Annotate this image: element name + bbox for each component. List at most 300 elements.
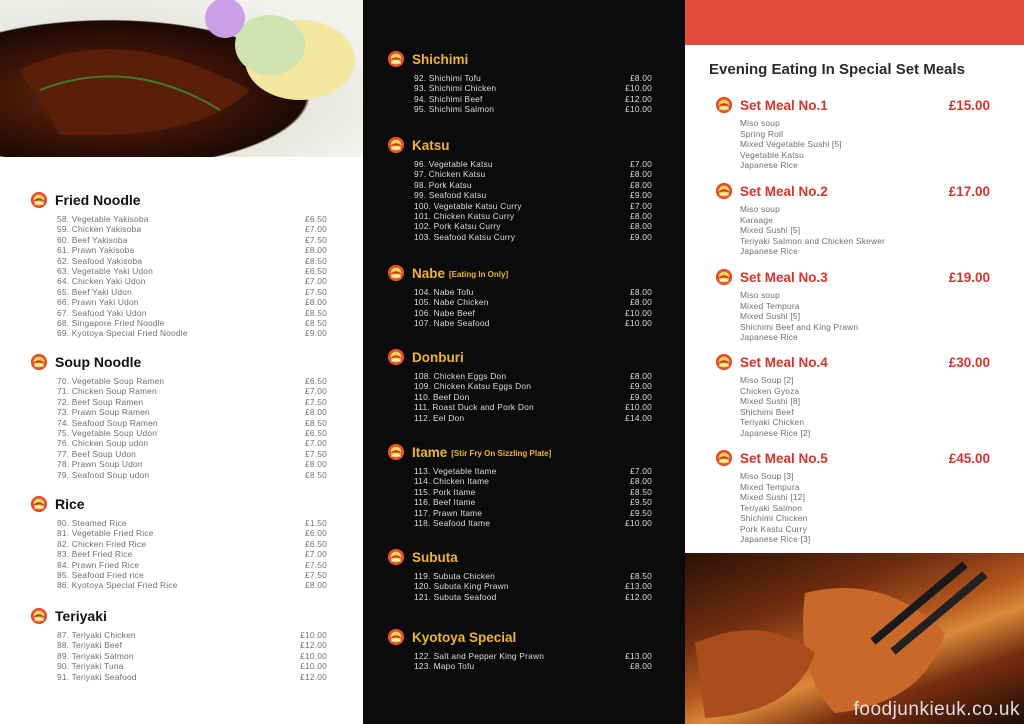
item-price: £8.50 [305,317,327,328]
set-meal-item: Mixed Tempura [740,300,800,311]
set-meal-item: Mixed Sushi [5] [740,225,801,235]
menu-item [57,376,327,386]
menu-item [414,571,652,581]
section-kyotoya-special [387,627,652,672]
menu-item [57,580,327,590]
set-meal-title: Set Meal No.1 [740,97,828,113]
menu-item [57,528,327,538]
set-meal-4 [715,352,990,438]
menu-item [414,232,652,242]
item-price: £8.50 [305,255,327,266]
item-name: 65. Beef Yaki Udon [57,286,132,297]
section-title: Donburi [412,349,464,365]
item-price: £7.50 [305,286,327,297]
kyotoya-logo-icon [30,495,48,513]
item-price: £10.00 [625,517,652,528]
kyotoya-logo-icon [715,182,733,200]
item-name: 104. Nabe Tofu [414,287,474,297]
set-meal-item: Teriyaki Salmon and Chicken Skewer [740,235,886,246]
item-price: £9.00 [305,328,327,339]
menu-item [414,402,652,412]
set-meal-item: Karaage [740,214,774,225]
item-price: £7.00 [630,466,652,476]
item-name: 72. Beef Soup Ramen [57,396,144,407]
item-name: 64. Chicken Yaki Udon [57,276,146,287]
item-price: £8.00 [305,580,327,591]
item-name: 113. Vegetable Itame [414,466,497,476]
section-rice [30,494,327,591]
menu-item [57,428,327,438]
item-price: £10.00 [625,83,652,94]
item-list [387,571,652,602]
set-meal-items [715,375,990,438]
item-price: £8.50 [630,571,652,581]
menu-item [57,297,327,307]
set-meal-item: Vegetable Katsu [740,149,805,160]
set-meal-title: Set Meal No.5 [740,450,828,466]
item-name: 69. Kyotoya Special Fried Noodle [57,328,188,339]
menu-item [57,630,327,640]
kyotoya-logo-icon [387,348,405,366]
set-meal-5 [715,448,990,545]
kyotoya-logo-icon [715,96,733,114]
set-meal-price: £19.00 [948,269,990,285]
menu-item [57,640,327,650]
item-name: 86. Kyotoya Special Fried Rice [57,580,178,591]
item-name: 74. Seafood Soup Ramen [57,417,158,428]
menu-item [414,73,652,83]
item-price: £9.50 [630,507,652,518]
set-meals-panel [685,0,1024,724]
item-name: 82. Chicken Fried Rice [57,538,147,549]
menu-item [57,318,327,328]
item-price: £6.50 [305,265,327,276]
item-list [30,630,327,682]
item-name: 73. Prawn Soup Ramen [57,407,150,418]
item-name: 102. Pork Katsu Curry [414,221,501,232]
menu-item [414,497,652,507]
menu-item [414,308,652,318]
section-header [387,547,652,567]
section-title: Itame [412,444,448,460]
set-meal-item: Japanese Rice [2] [740,427,811,438]
section-header [387,263,652,283]
section-header [30,494,327,514]
grilled-eel-photo [685,553,1024,724]
section-title: Subuta [412,549,458,565]
set-meal-item: Japanese Rice [740,246,799,256]
item-name: 84. Prawn Fried Rice [57,559,140,570]
set-meal-title: Set Meal No.2 [740,183,828,199]
item-list [387,466,652,528]
item-price: £6.50 [305,376,327,386]
set-meals-title: Evening Eating In Special Set Meals [709,61,965,78]
section-subuta [387,547,652,602]
item-name: 63. Vegetable Yaki Udon [57,265,154,276]
kyotoya-logo-icon [30,353,48,371]
kyotoya-logo-icon [30,607,48,625]
item-list [387,73,652,115]
menu-item [57,407,327,417]
section-soup-noodle [30,352,327,480]
item-name: 109. Chicken Katsu Eggs Don [414,381,532,392]
kyotoya-logo-icon [30,191,48,209]
item-name: 75. Vegetable Soup Udon [57,427,158,438]
item-price: £10.00 [625,402,652,413]
menu-item [414,169,652,179]
item-name: 99. Seafood Katsu [414,190,487,201]
item-name: 116. Beef Itame [414,497,476,508]
menu-item [57,449,327,459]
section-title: Nabe [412,265,446,281]
section-nabe [387,263,652,329]
item-name: 120. Subuta King Prawn [414,581,509,592]
section-title: Katsu [412,137,450,153]
set-meal-title: Set Meal No.4 [740,354,828,370]
item-name: 76. Chicken Soup udon [57,438,149,449]
menu-item [414,381,652,391]
item-price: £13.00 [625,581,652,592]
menu-item [414,201,652,211]
menu-item [414,180,652,190]
item-name: 83. Beef Fried Rice [57,549,133,560]
menu-item [414,159,652,169]
item-price: £8.00 [630,297,652,308]
item-name: 77. Beef Soup Udon [57,448,137,459]
set-meal-item: Miso soup [740,118,780,128]
item-price: £8.00 [630,476,652,487]
watermark-text: foodjunkieuk.co.uk [853,699,1020,720]
item-list [387,159,652,242]
item-price: £14.00 [625,412,652,423]
item-price: £8.00 [305,407,327,418]
menu-item [57,245,327,255]
section-title: Shichimi [412,51,469,67]
item-name: 79. Seafood Soup udon [57,469,150,480]
item-price: £8.50 [630,486,652,497]
item-price: £8.00 [630,371,652,381]
menu-item [414,83,652,93]
menu-item [57,256,327,266]
set-meal-item: Mixed Sushi [12] [740,492,806,502]
item-name: 105. Nabe Chicken [414,297,489,308]
item-list [30,376,327,480]
section-fried-noodle [30,190,327,339]
section-katsu [387,135,652,242]
set-meal-price: £45.00 [948,450,990,466]
item-name: 78. Prawn Soup Udon [57,459,143,470]
item-price: £8.50 [305,469,327,480]
set-meal-3 [715,267,990,343]
item-name: 93. Shichimi Chicken [414,83,497,94]
item-name: 88. Teriyaki Beef [57,640,123,651]
menu-item [57,651,327,661]
item-name: 119. Subuta Chicken [414,571,495,581]
set-meal-item: Miso Soup [3] [740,471,794,481]
item-price: £8.00 [630,169,652,180]
set-meal-item: Mixed Sushi [5] [740,311,801,321]
item-price: £10.00 [625,318,652,329]
item-name: 108. Chicken Eggs Don [414,371,507,381]
set-meal-header [715,181,990,201]
item-name: 100. Vegetable Katsu Curry [414,200,522,211]
item-price: £9.00 [630,391,652,402]
section-header [30,190,327,210]
item-list [30,518,327,591]
item-price: £10.00 [625,307,652,318]
section-header [387,49,652,69]
item-name: 107. Nabe Seafood [414,318,490,329]
item-price: £7.50 [305,559,327,570]
section-header [30,352,327,372]
section-header [387,627,652,647]
kyotoya-logo-icon [387,443,405,461]
set-meal-1 [715,95,990,171]
set-meal-header [715,95,990,115]
item-name: 81. Vegetable Fried Rice [57,528,154,539]
item-price: £8.00 [630,221,652,232]
menu-item [414,581,652,591]
item-price: £7.00 [305,276,327,287]
item-list [30,214,327,339]
set-meal-price: £17.00 [948,183,990,199]
menu-item [414,211,652,221]
set-meal-item: Japanese Rice [740,160,799,170]
item-name: 70. Vegetable Soup Ramen [57,376,165,386]
menu-item [57,459,327,469]
menu-item [57,438,327,448]
middle-menu-panel [363,0,685,724]
menu-item [414,413,652,423]
menu-item [414,287,652,297]
item-price: £8.00 [305,297,327,308]
menu-item [57,276,327,286]
set-meal-item: Teriyaki Chicken [740,417,805,427]
section-header [387,442,652,462]
item-price: £7.00 [630,200,652,211]
set-meal-item: Pork Kastu Curry [740,523,807,534]
item-price: £8.50 [305,417,327,428]
item-name: 71. Chicken Soup Ramen [57,386,157,397]
kyotoya-logo-icon [387,50,405,68]
item-price: £12.00 [300,671,327,682]
menu-item [414,297,652,307]
item-name: 66. Prawn Yaki Udon [57,297,139,308]
menu-item [414,651,652,661]
item-price: £10.00 [300,650,327,661]
menu-item [414,592,652,602]
menu-item [57,235,327,245]
menu-item [414,104,652,114]
set-meal-price: £15.00 [948,97,990,113]
section-header [387,135,652,155]
menu-item [57,308,327,318]
set-meal-2 [715,181,990,257]
item-name: 61. Prawn Yakisoba [57,245,135,256]
item-price: £8.00 [630,179,652,190]
item-price: £12.00 [625,93,652,104]
menu-item [57,661,327,671]
item-price: £9.00 [630,381,652,392]
menu-item [414,508,652,518]
set-meal-item: Chicken Gyoza [740,385,800,396]
item-name: 89. Teriyaki Salmon [57,650,134,661]
menu-item [414,392,652,402]
item-name: 101. Chicken Katsu Curry [414,210,515,221]
item-name: 97. Chicken Katsu [414,169,486,180]
set-meal-title: Set Meal No.3 [740,269,828,285]
item-price: £10.00 [625,104,652,115]
set-meal-item: Miso soup [740,290,780,300]
item-price: £9.50 [630,497,652,508]
menu-item [57,418,327,428]
kyotoya-logo-icon [387,264,405,282]
item-price: £7.50 [305,569,327,580]
menu-item [57,539,327,549]
set-meal-item: Mixed Vegetable Sushi [5] [740,139,842,149]
item-list [387,287,652,329]
set-meal-item: Shichimi Beef and King Prawn [740,321,859,332]
item-price: £1.50 [305,518,327,528]
item-name: 95. Shichimi Salmon [414,104,495,115]
item-name: 91. Teriyaki Seafood [57,671,137,682]
menu-item [57,266,327,276]
menu-item [57,397,327,407]
item-name: 80. Steamed Rice [57,518,127,528]
menu-item [57,224,327,234]
section-note: [Stir Fry On Sizzling Plate] [451,449,552,458]
set-meal-items [715,471,990,545]
item-price: £8.00 [630,287,652,297]
menu-item [414,487,652,497]
set-meal-price: £30.00 [948,354,990,370]
item-name: 68. Singapore Fried Noodle [57,317,165,328]
section-donburi [387,347,652,423]
item-price: £8.00 [630,73,652,83]
red-header-band [685,0,1024,45]
menu-item [57,560,327,570]
section-note: [Eating In Only] [449,270,509,279]
item-list [387,651,652,672]
item-name: 118. Seafood Itame [414,517,491,528]
item-name: 114. Chicken Itame [414,476,490,487]
set-meal-item: Miso soup [740,204,780,214]
menu-item [414,518,652,528]
item-name: 87. Teriyaki Chicken [57,630,136,640]
item-list [387,371,652,423]
menu-item [57,518,327,528]
menu-item [414,371,652,381]
item-price: £13.00 [625,651,652,661]
item-price: £10.00 [300,630,327,640]
kyotoya-logo-icon [387,136,405,154]
set-meal-item: Japanese Rice [740,332,799,342]
item-price: £8.00 [305,245,327,256]
item-price: £6.50 [305,538,327,549]
menu-item [57,470,327,480]
menu-item [57,386,327,396]
item-price: £10.00 [300,661,327,672]
set-meal-header [715,352,990,372]
item-price: £7.50 [305,234,327,245]
set-meal-item: Japanese Rice [3] [740,534,811,544]
menu-item [57,549,327,559]
menu-item [414,94,652,104]
item-price: £7.00 [305,549,327,560]
item-name: 123. Mapo Tofu [414,661,475,672]
teriyaki-salmon-photo [0,0,363,157]
item-name: 98. Pork Katsu [414,179,472,190]
item-name: 60. Beef Yakisoba [57,234,128,245]
item-name: 58. Vegetable Yakisoba [57,214,149,224]
set-meal-item: Mixed Sushi [8] [740,396,801,406]
kyotoya-logo-icon [387,628,405,646]
menu-item [57,328,327,338]
item-price: £8.50 [305,307,327,318]
kyotoya-logo-icon [715,449,733,467]
section-shichimi [387,49,652,115]
menu-item [57,214,327,224]
menu-item [57,287,327,297]
set-meal-item: Shichimi Chicken [740,513,808,523]
kyotoya-logo-icon [387,548,405,566]
item-price: £8.00 [630,210,652,221]
menu-item [57,672,327,682]
menu-item [414,476,652,486]
set-meal-item: Teriyaki Salmon [740,502,803,513]
item-price: £12.00 [625,591,652,602]
section-itame [387,442,652,528]
set-meal-item: Shichimi Beef [740,406,794,417]
item-price: £12.00 [300,640,327,651]
item-price: £6.50 [305,214,327,224]
menu-item [414,318,652,328]
section-header [30,606,327,626]
item-name: 103. Seafood Katsu Curry [414,231,516,242]
item-name: 90. Teriyaki Tuna [57,661,124,672]
section-header [387,347,652,367]
item-price: £7.00 [305,386,327,397]
kyotoya-logo-icon [715,268,733,286]
section-title: Fried Noodle [55,192,141,208]
item-name: 110. Beef Don [414,391,470,402]
item-price: £6.00 [305,528,327,539]
menu-item [414,661,652,671]
set-meal-item: Miso Soup [2] [740,375,794,385]
item-name: 106. Nabe Beef [414,307,476,318]
section-title: Kyotoya Special [412,629,517,645]
item-name: 115. Pork Itame [414,486,476,497]
section-teriyaki [30,606,327,682]
set-meal-header [715,267,990,287]
item-price: £8.00 [305,459,327,470]
item-name: 122. Salt and Pepper King Prawn [414,651,545,661]
section-title: Rice [55,496,85,512]
section-title: Soup Noodle [55,354,142,370]
set-meal-items [715,290,990,343]
left-menu-panel [0,0,363,724]
set-meal-item: Mixed Tempura [740,481,800,492]
item-price: £6.50 [305,427,327,438]
set-meal-items [715,204,990,257]
item-name: 94. Shichimi Beef [414,93,483,104]
item-price: £8.00 [630,661,652,672]
menu-item [414,466,652,476]
item-name: 96. Vegetable Katsu [414,159,493,169]
item-price: £9.00 [630,190,652,201]
item-name: 85. Seafood Fried rice [57,569,144,580]
menu-item [57,570,327,580]
